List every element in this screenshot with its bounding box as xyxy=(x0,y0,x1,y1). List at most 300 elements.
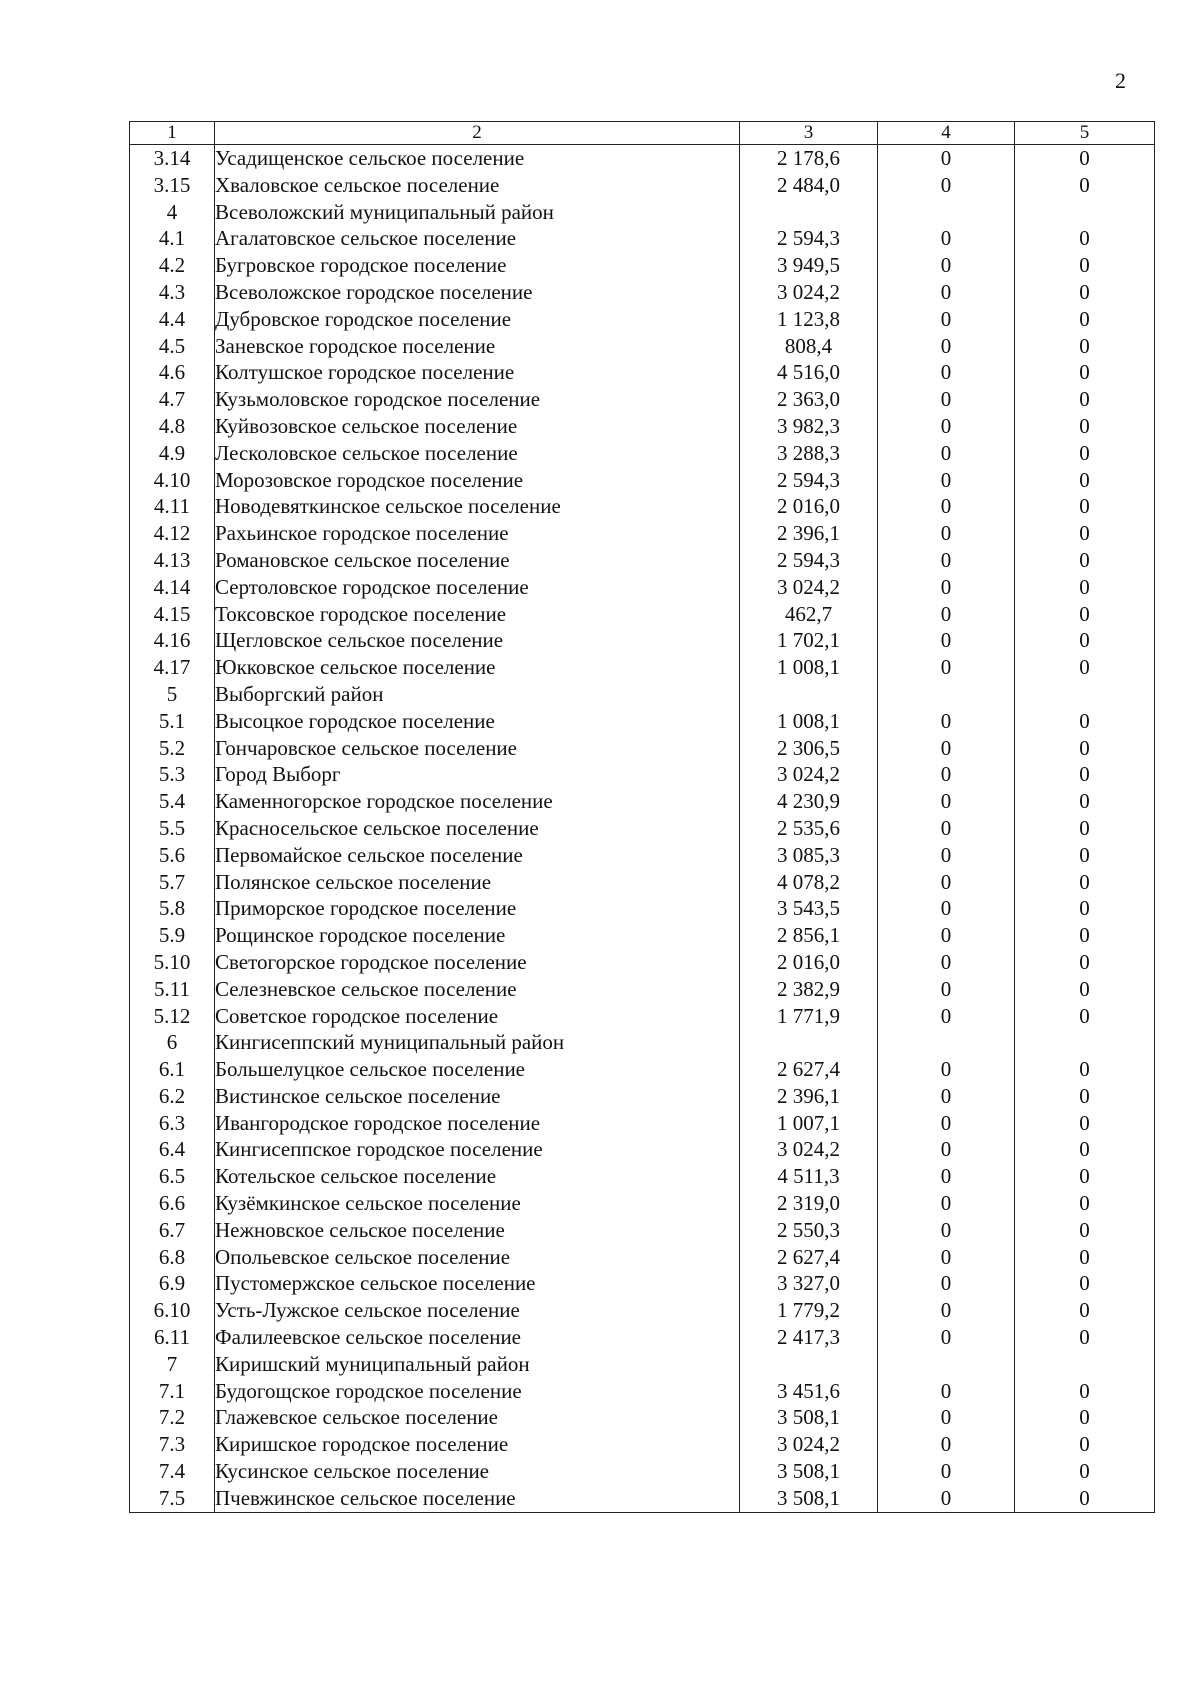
table-row xyxy=(130,1324,1155,1351)
amount-value: 1 007,1 xyxy=(740,1110,878,1137)
amount-value: 2 016,0 xyxy=(740,949,878,976)
amount-value: 2 016,0 xyxy=(740,493,878,520)
row-number: 5.6 xyxy=(130,842,215,869)
table-row xyxy=(130,1404,1155,1431)
amount-value: 2 396,1 xyxy=(740,520,878,547)
settlement-name: Усадищенское сельское поселение xyxy=(215,145,740,172)
amount-value: 2 594,3 xyxy=(740,225,878,252)
row-number: 5.11 xyxy=(130,976,215,1003)
amount-value: 2 306,5 xyxy=(740,735,878,762)
column-4-value: 0 xyxy=(878,1324,1015,1351)
settlement-name: Юкковское сельское поселение xyxy=(215,654,740,681)
column-5-value xyxy=(1015,199,1155,226)
column-4-value: 0 xyxy=(878,386,1015,413)
amount-value: 1 702,1 xyxy=(740,627,878,654)
row-number: 5.8 xyxy=(130,895,215,922)
table-row xyxy=(130,1378,1155,1405)
row-number: 5.4 xyxy=(130,788,215,815)
column-4-value: 0 xyxy=(878,1110,1015,1137)
column-5-value: 0 xyxy=(1015,493,1155,520)
table-row xyxy=(130,1270,1155,1297)
amount-value: 1 123,8 xyxy=(740,306,878,333)
table-row xyxy=(130,627,1155,654)
amount-value xyxy=(740,1351,878,1378)
column-4-value: 0 xyxy=(878,1431,1015,1458)
table-row xyxy=(130,681,1155,708)
row-number: 6.7 xyxy=(130,1217,215,1244)
column-5-value: 0 xyxy=(1015,1003,1155,1030)
table-row xyxy=(130,1029,1155,1056)
row-number: 4.14 xyxy=(130,574,215,601)
column-4-value: 0 xyxy=(878,306,1015,333)
column-5-value: 0 xyxy=(1015,895,1155,922)
table-row xyxy=(130,145,1155,172)
table-row xyxy=(130,895,1155,922)
column-5-value: 0 xyxy=(1015,654,1155,681)
amount-value: 2 535,6 xyxy=(740,815,878,842)
amount-value: 1 008,1 xyxy=(740,654,878,681)
table-row xyxy=(130,333,1155,360)
column-4-value: 0 xyxy=(878,225,1015,252)
column-5-value: 0 xyxy=(1015,1244,1155,1271)
settlement-name: Большелуцкое сельское поселение xyxy=(215,1056,740,1083)
row-number: 6.11 xyxy=(130,1324,215,1351)
amount-value: 808,4 xyxy=(740,333,878,360)
column-4-value: 0 xyxy=(878,574,1015,601)
row-number: 7.1 xyxy=(130,1378,215,1405)
column-5-value: 0 xyxy=(1015,627,1155,654)
settlement-name: Ивангородское городское поселение xyxy=(215,1110,740,1137)
row-number: 5.3 xyxy=(130,761,215,788)
column-5-value: 0 xyxy=(1015,708,1155,735)
settlement-name: Сертоловское городское поселение xyxy=(215,574,740,601)
settlement-name: Киришское городское поселение xyxy=(215,1431,740,1458)
row-number: 6.10 xyxy=(130,1297,215,1324)
column-5-value: 0 xyxy=(1015,1324,1155,1351)
row-number: 6.6 xyxy=(130,1190,215,1217)
settlement-name: Гончаровское сельское поселение xyxy=(215,735,740,762)
settlement-name: Хваловское сельское поселение xyxy=(215,172,740,199)
amount-value: 2 178,6 xyxy=(740,145,878,172)
column-4-value: 0 xyxy=(878,976,1015,1003)
column-5-value: 0 xyxy=(1015,1431,1155,1458)
page-number: 2 xyxy=(1115,68,1126,93)
column-5-value: 0 xyxy=(1015,145,1155,172)
amount-value: 3 024,2 xyxy=(740,1136,878,1163)
column-5-value: 0 xyxy=(1015,547,1155,574)
column-4-value: 0 xyxy=(878,842,1015,869)
column-header-3: 3 xyxy=(740,122,878,145)
row-number: 7.5 xyxy=(130,1485,215,1512)
column-5-value: 0 xyxy=(1015,306,1155,333)
row-number: 6.3 xyxy=(130,1110,215,1137)
amount-value: 3 949,5 xyxy=(740,252,878,279)
column-5-value: 0 xyxy=(1015,172,1155,199)
table-row xyxy=(130,493,1155,520)
row-number: 4 xyxy=(130,199,215,226)
settlement-name: Котельское сельское поселение xyxy=(215,1163,740,1190)
settlement-name: Пчевжинское сельское поселение xyxy=(215,1485,740,1512)
row-number: 5.10 xyxy=(130,949,215,976)
column-4-value: 0 xyxy=(878,869,1015,896)
table-row xyxy=(130,199,1155,226)
table-row xyxy=(130,976,1155,1003)
table-row xyxy=(130,949,1155,976)
table-row xyxy=(130,708,1155,735)
settlement-name: Нежновское сельское поселение xyxy=(215,1217,740,1244)
table-row xyxy=(130,1217,1155,1244)
settlement-name: Фалилеевское сельское поселение xyxy=(215,1324,740,1351)
column-5-value: 0 xyxy=(1015,949,1155,976)
amount-value: 3 024,2 xyxy=(740,279,878,306)
column-4-value: 0 xyxy=(878,815,1015,842)
column-4-value xyxy=(878,681,1015,708)
amount-value: 2 550,3 xyxy=(740,1217,878,1244)
row-number: 6.4 xyxy=(130,1136,215,1163)
column-5-value: 0 xyxy=(1015,252,1155,279)
table-header xyxy=(130,122,1155,145)
row-number: 5.1 xyxy=(130,708,215,735)
row-number: 7.2 xyxy=(130,1404,215,1431)
table-row xyxy=(130,654,1155,681)
column-5-value xyxy=(1015,1029,1155,1056)
row-number: 7.4 xyxy=(130,1458,215,1485)
column-5-value: 0 xyxy=(1015,815,1155,842)
settlement-name: Лесколовское сельское поселение xyxy=(215,440,740,467)
column-4-value: 0 xyxy=(878,735,1015,762)
table-row xyxy=(130,1351,1155,1378)
column-5-value: 0 xyxy=(1015,788,1155,815)
settlement-name: Кузьмоловское городское поселение xyxy=(215,386,740,413)
settlement-name: Первомайское сельское поселение xyxy=(215,842,740,869)
amount-value: 3 982,3 xyxy=(740,413,878,440)
column-5-value: 0 xyxy=(1015,1458,1155,1485)
column-4-value: 0 xyxy=(878,413,1015,440)
amount-value: 2 382,9 xyxy=(740,976,878,1003)
amount-value: 2 363,0 xyxy=(740,386,878,413)
table-row xyxy=(130,735,1155,762)
column-5-value: 0 xyxy=(1015,1190,1155,1217)
row-number: 6.9 xyxy=(130,1270,215,1297)
column-5-value: 0 xyxy=(1015,1270,1155,1297)
column-4-value: 0 xyxy=(878,493,1015,520)
amount-value: 3 024,2 xyxy=(740,574,878,601)
row-number: 7 xyxy=(130,1351,215,1378)
settlement-name: Новодевяткинское сельское поселение xyxy=(215,493,740,520)
settlement-name: Агалатовское сельское поселение xyxy=(215,225,740,252)
settlement-name: Усть-Лужское сельское поселение xyxy=(215,1297,740,1324)
column-4-value: 0 xyxy=(878,1485,1015,1512)
settlement-name: Каменногорское городское поселение xyxy=(215,788,740,815)
amount-value: 4 230,9 xyxy=(740,788,878,815)
column-4-value: 0 xyxy=(878,467,1015,494)
column-4-value: 0 xyxy=(878,922,1015,949)
column-5-value: 0 xyxy=(1015,359,1155,386)
column-4-value: 0 xyxy=(878,1297,1015,1324)
row-number: 5.7 xyxy=(130,869,215,896)
row-number: 4.9 xyxy=(130,440,215,467)
column-5-value: 0 xyxy=(1015,520,1155,547)
settlement-name: Кингисеппский муниципальный район xyxy=(215,1029,740,1056)
settlement-name: Советское городское поселение xyxy=(215,1003,740,1030)
table-row xyxy=(130,359,1155,386)
column-4-value: 0 xyxy=(878,1190,1015,1217)
row-number: 3.14 xyxy=(130,145,215,172)
row-number: 5.5 xyxy=(130,815,215,842)
table-row xyxy=(130,386,1155,413)
table-row xyxy=(130,842,1155,869)
column-5-value xyxy=(1015,681,1155,708)
column-4-value: 0 xyxy=(878,1458,1015,1485)
row-number: 4.15 xyxy=(130,601,215,628)
column-5-value: 0 xyxy=(1015,467,1155,494)
column-4-value xyxy=(878,199,1015,226)
settlement-name: Светогорское городское поселение xyxy=(215,949,740,976)
column-5-value: 0 xyxy=(1015,1056,1155,1083)
table-row xyxy=(130,1056,1155,1083)
row-number: 7.3 xyxy=(130,1431,215,1458)
column-header-1: 1 xyxy=(130,122,215,145)
settlement-name: Рощинское городское поселение xyxy=(215,922,740,949)
settlement-name: Красносельское сельское поселение xyxy=(215,815,740,842)
column-4-value: 0 xyxy=(878,333,1015,360)
table-row xyxy=(130,869,1155,896)
amount-value: 1 008,1 xyxy=(740,708,878,735)
table-row xyxy=(130,1083,1155,1110)
column-5-value: 0 xyxy=(1015,279,1155,306)
amount-value: 3 543,5 xyxy=(740,895,878,922)
table-row xyxy=(130,574,1155,601)
table-body xyxy=(130,145,1155,1513)
settlement-name: Кусинское сельское поселение xyxy=(215,1458,740,1485)
settlement-name: Селезневское сельское поселение xyxy=(215,976,740,1003)
column-4-value: 0 xyxy=(878,1404,1015,1431)
column-4-value: 0 xyxy=(878,547,1015,574)
row-number: 4.4 xyxy=(130,306,215,333)
amount-value: 2 627,4 xyxy=(740,1244,878,1271)
column-header-4: 4 xyxy=(878,122,1015,145)
table-row xyxy=(130,1485,1155,1512)
settlement-name: Всеволожский муниципальный район xyxy=(215,199,740,226)
row-number: 4.17 xyxy=(130,654,215,681)
column-5-value: 0 xyxy=(1015,1136,1155,1163)
amount-value: 2 594,3 xyxy=(740,467,878,494)
column-4-value: 0 xyxy=(878,145,1015,172)
settlement-name: Высоцкое городское поселение xyxy=(215,708,740,735)
row-number: 5.2 xyxy=(130,735,215,762)
amount-value: 2 627,4 xyxy=(740,1056,878,1083)
row-number: 3.15 xyxy=(130,172,215,199)
amount-value: 2 396,1 xyxy=(740,1083,878,1110)
table-row xyxy=(130,1163,1155,1190)
row-number: 4.13 xyxy=(130,547,215,574)
column-header-2: 2 xyxy=(215,122,740,145)
amount-value: 462,7 xyxy=(740,601,878,628)
table-row xyxy=(130,172,1155,199)
column-5-value: 0 xyxy=(1015,1110,1155,1137)
column-5-value: 0 xyxy=(1015,842,1155,869)
column-4-value: 0 xyxy=(878,949,1015,976)
row-number: 4.7 xyxy=(130,386,215,413)
column-5-value: 0 xyxy=(1015,1378,1155,1405)
column-4-value xyxy=(878,1351,1015,1378)
amount-value: 3 288,3 xyxy=(740,440,878,467)
column-5-value: 0 xyxy=(1015,1404,1155,1431)
table-row xyxy=(130,1458,1155,1485)
settlement-name: Город Выборг xyxy=(215,761,740,788)
column-4-value: 0 xyxy=(878,1244,1015,1271)
settlement-name: Киришский муниципальный район xyxy=(215,1351,740,1378)
amount-value: 3 508,1 xyxy=(740,1485,878,1512)
table-row xyxy=(130,1136,1155,1163)
settlement-name: Вистинское сельское поселение xyxy=(215,1083,740,1110)
column-5-value: 0 xyxy=(1015,976,1155,1003)
column-4-value: 0 xyxy=(878,761,1015,788)
column-header-5: 5 xyxy=(1015,122,1155,145)
table-row xyxy=(130,520,1155,547)
settlement-name: Заневское городское поселение xyxy=(215,333,740,360)
row-number: 4.2 xyxy=(130,252,215,279)
amount-value: 3 024,2 xyxy=(740,761,878,788)
amount-value: 2 484,0 xyxy=(740,172,878,199)
settlement-name: Опольевское сельское поселение xyxy=(215,1244,740,1271)
row-number: 4.10 xyxy=(130,467,215,494)
settlement-name: Приморское городское поселение xyxy=(215,895,740,922)
column-4-value: 0 xyxy=(878,1056,1015,1083)
row-number: 4.16 xyxy=(130,627,215,654)
table-row xyxy=(130,440,1155,467)
column-4-value: 0 xyxy=(878,708,1015,735)
amount-value: 2 417,3 xyxy=(740,1324,878,1351)
amount-value xyxy=(740,1029,878,1056)
table-row xyxy=(130,252,1155,279)
column-4-value: 0 xyxy=(878,172,1015,199)
column-4-value: 0 xyxy=(878,1163,1015,1190)
amount-value: 3 024,2 xyxy=(740,1431,878,1458)
column-5-value: 0 xyxy=(1015,922,1155,949)
amount-value xyxy=(740,199,878,226)
row-number: 4.3 xyxy=(130,279,215,306)
row-number: 6.5 xyxy=(130,1163,215,1190)
column-4-value: 0 xyxy=(878,788,1015,815)
row-number: 4.6 xyxy=(130,359,215,386)
row-number: 4.1 xyxy=(130,225,215,252)
column-4-value: 0 xyxy=(878,1217,1015,1244)
row-number: 6.1 xyxy=(130,1056,215,1083)
column-4-value: 0 xyxy=(878,1270,1015,1297)
column-4-value: 0 xyxy=(878,359,1015,386)
column-5-value: 0 xyxy=(1015,1297,1155,1324)
row-number: 6.8 xyxy=(130,1244,215,1271)
column-4-value: 0 xyxy=(878,1083,1015,1110)
column-4-value xyxy=(878,1029,1015,1056)
column-5-value: 0 xyxy=(1015,1083,1155,1110)
column-5-value: 0 xyxy=(1015,1217,1155,1244)
settlement-name: Кингисеппское городское поселение xyxy=(215,1136,740,1163)
table-row xyxy=(130,225,1155,252)
settlement-name: Колтушское городское поселение xyxy=(215,359,740,386)
column-5-value: 0 xyxy=(1015,869,1155,896)
column-4-value: 0 xyxy=(878,440,1015,467)
row-number: 4.12 xyxy=(130,520,215,547)
table-row xyxy=(130,306,1155,333)
settlement-name: Будогощское городское поселение xyxy=(215,1378,740,1405)
amount-value: 3 508,1 xyxy=(740,1458,878,1485)
settlement-name: Выборгский район xyxy=(215,681,740,708)
amount-value: 3 085,3 xyxy=(740,842,878,869)
column-5-value: 0 xyxy=(1015,761,1155,788)
amount-value: 2 319,0 xyxy=(740,1190,878,1217)
column-5-value: 0 xyxy=(1015,1485,1155,1512)
column-4-value: 0 xyxy=(878,1136,1015,1163)
row-number: 4.5 xyxy=(130,333,215,360)
column-4-value: 0 xyxy=(878,627,1015,654)
column-4-value: 0 xyxy=(878,895,1015,922)
table-row xyxy=(130,1244,1155,1271)
table-row xyxy=(130,279,1155,306)
settlement-name: Морозовское городское поселение xyxy=(215,467,740,494)
settlement-name: Куйвозовское сельское поселение xyxy=(215,413,740,440)
column-4-value: 0 xyxy=(878,520,1015,547)
column-4-value: 0 xyxy=(878,279,1015,306)
column-5-value: 0 xyxy=(1015,574,1155,601)
row-number: 5.9 xyxy=(130,922,215,949)
settlement-name: Дубровское городское поселение xyxy=(215,306,740,333)
settlement-name: Токсовское городское поселение xyxy=(215,601,740,628)
header-row xyxy=(130,122,1155,145)
settlement-name: Бугровское городское поселение xyxy=(215,252,740,279)
settlements-table xyxy=(129,121,1155,1513)
column-4-value: 0 xyxy=(878,601,1015,628)
amount-value: 3 451,6 xyxy=(740,1378,878,1405)
table-row xyxy=(130,1190,1155,1217)
settlement-name: Рахьинское городское поселение xyxy=(215,520,740,547)
settlement-name: Пустомержское сельское поселение xyxy=(215,1270,740,1297)
column-5-value: 0 xyxy=(1015,413,1155,440)
settlement-name: Глажевское сельское поселение xyxy=(215,1404,740,1431)
column-5-value: 0 xyxy=(1015,225,1155,252)
column-5-value: 0 xyxy=(1015,386,1155,413)
row-number: 5 xyxy=(130,681,215,708)
settlement-name: Полянское сельское поселение xyxy=(215,869,740,896)
column-5-value: 0 xyxy=(1015,601,1155,628)
table-row xyxy=(130,1297,1155,1324)
column-5-value xyxy=(1015,1351,1155,1378)
column-5-value: 0 xyxy=(1015,735,1155,762)
table-row xyxy=(130,1003,1155,1030)
amount-value: 4 511,3 xyxy=(740,1163,878,1190)
column-4-value: 0 xyxy=(878,1003,1015,1030)
column-5-value: 0 xyxy=(1015,1163,1155,1190)
amount-value: 1 779,2 xyxy=(740,1297,878,1324)
column-5-value: 0 xyxy=(1015,440,1155,467)
amount-value: 2 856,1 xyxy=(740,922,878,949)
row-number: 6.2 xyxy=(130,1083,215,1110)
table-row xyxy=(130,547,1155,574)
table-row xyxy=(130,601,1155,628)
table-row xyxy=(130,815,1155,842)
column-4-value: 0 xyxy=(878,654,1015,681)
amount-value xyxy=(740,681,878,708)
table-row xyxy=(130,467,1155,494)
amount-value: 2 594,3 xyxy=(740,547,878,574)
amount-value: 4 078,2 xyxy=(740,869,878,896)
amount-value: 1 771,9 xyxy=(740,1003,878,1030)
amount-value: 3 508,1 xyxy=(740,1404,878,1431)
settlement-name: Романовское сельское поселение xyxy=(215,547,740,574)
row-number: 6 xyxy=(130,1029,215,1056)
row-number: 4.11 xyxy=(130,493,215,520)
